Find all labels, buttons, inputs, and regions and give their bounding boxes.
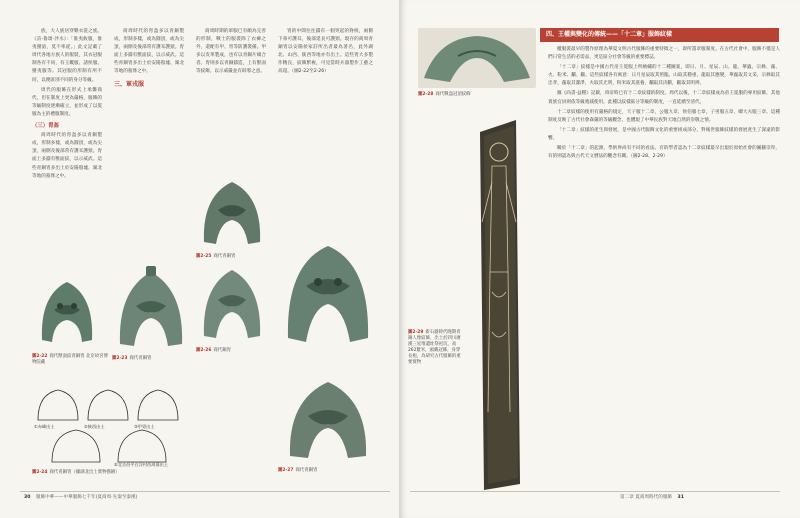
figure-caption: 圖2-28 商代戰盔冠頂紋飾 [418, 92, 471, 97]
helmet-photo-2-26 [196, 260, 268, 346]
helmet-photo-2-28 [278, 370, 378, 465]
sketch-label: ②陝西出土 [84, 424, 105, 429]
sketch-label: ⑤北京昌平白浮村西周墓出土 [114, 462, 169, 467]
footer-rule [410, 491, 780, 492]
section-heading: 三、軍戎服 [114, 80, 145, 88]
left-text-column-3 [196, 28, 266, 148]
paragraph: 「十二章」紋樣的產生與發展，是中國古代服飾文化的重要組成部分，對後世服飾紋樣的發展產生了深遠的影響。 [548, 127, 780, 141]
figure-caption: 圖2-26 商代銅胄 [196, 348, 231, 353]
helmet-photo-2-27 [278, 232, 378, 350]
left-footer [20, 494, 137, 500]
section-subheading: （三）胄盔 [32, 123, 59, 130]
paragraph: 「十二章」紋樣是中國古代帝王冕服上所繪繡的十二種圖案，即日、月、星辰、山、龍、華蟲、宗彝、藻、火、粉米、黼、黻。這些紋樣各有寓意：日月星辰取其照臨，山取其穩重，龍取其應變，華蟲取其文采，宗彝取其忠孝，藻取其潔淨，火取其光明，粉米取其滋養，黼取其決斷，黻取其明辨。 [548, 65, 780, 87]
figure-caption: 圖2-22 商代獸面紋青銅胄 北京故宮博物院藏 [32, 354, 108, 365]
left-text-column-4 [278, 28, 373, 228]
bronze-figure-photo-2-29 [462, 112, 534, 492]
section-banner: 四、王權與變化的傳統——「十二章」服飾紋樣 [540, 28, 779, 42]
paragraph: 關於「十二章」的起源，學術界尚有不同的看法。有的學者認為十二章紋樣最早出現於原始社會的圖騰崇拜，有的則認為與古代天文曆法的觀念有關。（圖2-28、2-29） [548, 146, 780, 160]
book-title: 服飾中華——中華服飾七千年(夏商周‧先秦至秦漢) [35, 495, 138, 500]
page-number: 31 [677, 495, 684, 500]
right-page [400, 0, 800, 518]
right-text-column [548, 46, 780, 486]
paragraph: 周代的服飾在形式上承襲商代，但在制度上更為嚴格，服飾的等級制度逐漸確立，並形成了以冕服為主的禮服制度。 [32, 87, 102, 117]
helmet-photo-2-22 [32, 270, 102, 350]
figure-caption: 圖2-24 商代青銅胄（據湖北出土實物描繪） [32, 470, 120, 475]
figure-caption: 圖2-25 商代青銅胄 [196, 254, 236, 259]
paragraph: 胄的中間往往鑄有一個突起的脊棱，兩側下垂可護耳，後部延長可護頸。現存的商周青銅胄以安陽侯家莊所出者最為著名，此外湖北、山西、陝西等地亦有出土。這些胄大多製作精良，紋飾繁複，可見當時兵器製作工藝之高超。（圖2-22至2-26） [278, 29, 373, 75]
helmet-photo-2-23 [112, 262, 190, 354]
chapter-title: 夏商周時代的服飾 [635, 495, 673, 500]
paragraph: 權服裝最早的製作原理為華夏文明古代服飾的重要特徵之一，即所謂章服制度。在古代社會中，服飾不僅是人們日常生活的必需品，更是區分社會等級的重要標誌。 [548, 47, 780, 61]
sketch-label: ③甲胄出土 [134, 424, 155, 429]
figure-caption: 圖2-27 商代青銅胄 [278, 468, 318, 473]
figure-caption: 圖2-29 新石器時代晚期青銅人像紋飾，出土於四川廣漢三星堆遺址祭祀坑，高262釐米，頭戴冠飾，身穿長袍，為研究古代服飾的重要實物 [408, 330, 461, 365]
sketch-label: ①赤峰出土 [34, 424, 55, 429]
paragraph: 商周時代的胄盔多以青銅製成，形制多樣，或為圓頂，或為尖頂，兩側及後部常有護耳護頸。胄面上多鑄有獸面紋，以示威武。這些青銅胄多出土於安陽殷墟、湖北等地的墓葬之中。 [114, 29, 184, 75]
paragraph: 商周時期的軍服已有頗為完善的形制，戰士的服裝除了衣褲之外，還配有甲、胄等防護裝備。甲多以皮革製成，也有以青銅片綴合者。胄則多以青銅鑄造，上有獸面等紋飾，以示威嚴並有辟邪之意。 [196, 29, 266, 75]
paragraph: 商周時代的胄盔多以青銅製成，形制多樣，或為圓頂，或為尖頂，兩側及後部常有護耳護頸。胄面上多鑄有獸面紋，以示威武。這些青銅胄多出土於安陽殷墟、湖北等地的墓葬之中。 [32, 133, 102, 179]
right-footer [620, 494, 688, 500]
figure-caption: 圖2-23 商代青銅胄 [112, 356, 152, 361]
paragraph: 十二章紋樣的使用有嚴格的規定，天子服十二章，公服九章，侯伯服七章，子男服五章，卿大夫服三章。這種制度反映了古代社會森嚴的等級觀念，也體現了中華民族對天地自然的崇敬之情。 [548, 109, 780, 123]
chapter-label: 第二章 [620, 495, 634, 500]
footer-rule [20, 491, 390, 492]
paragraph: 據《尚書‧益稷》記載，舜帝時已有十二章紋樣的制度。周代以後，十二章紋樣成為帝王冕服的專用紋飾，其他貴族官員則依等級遞減使用。此種以紋樣區分等級的制度，一直延續至清代。 [548, 91, 780, 105]
paragraph: 族，大人族居穿雜衣裳之族。《詩‧魯頌‧泮水》：「淮夷攸服，淮夷蠻貊，莫不率從。」此文記載了周代各地方族人的服裝，其衣冠服制各有不同，有王畿服、諸侯服、蠻夷服等。其冠服的形制有所不同，以便區別不同的身分等級。 [32, 29, 102, 83]
page-number: 30 [24, 495, 31, 500]
helmet-ornament-photo-2-28 [418, 28, 536, 88]
helmet-photo-2-25 [196, 170, 268, 252]
left-text-column-2 [114, 28, 184, 148]
